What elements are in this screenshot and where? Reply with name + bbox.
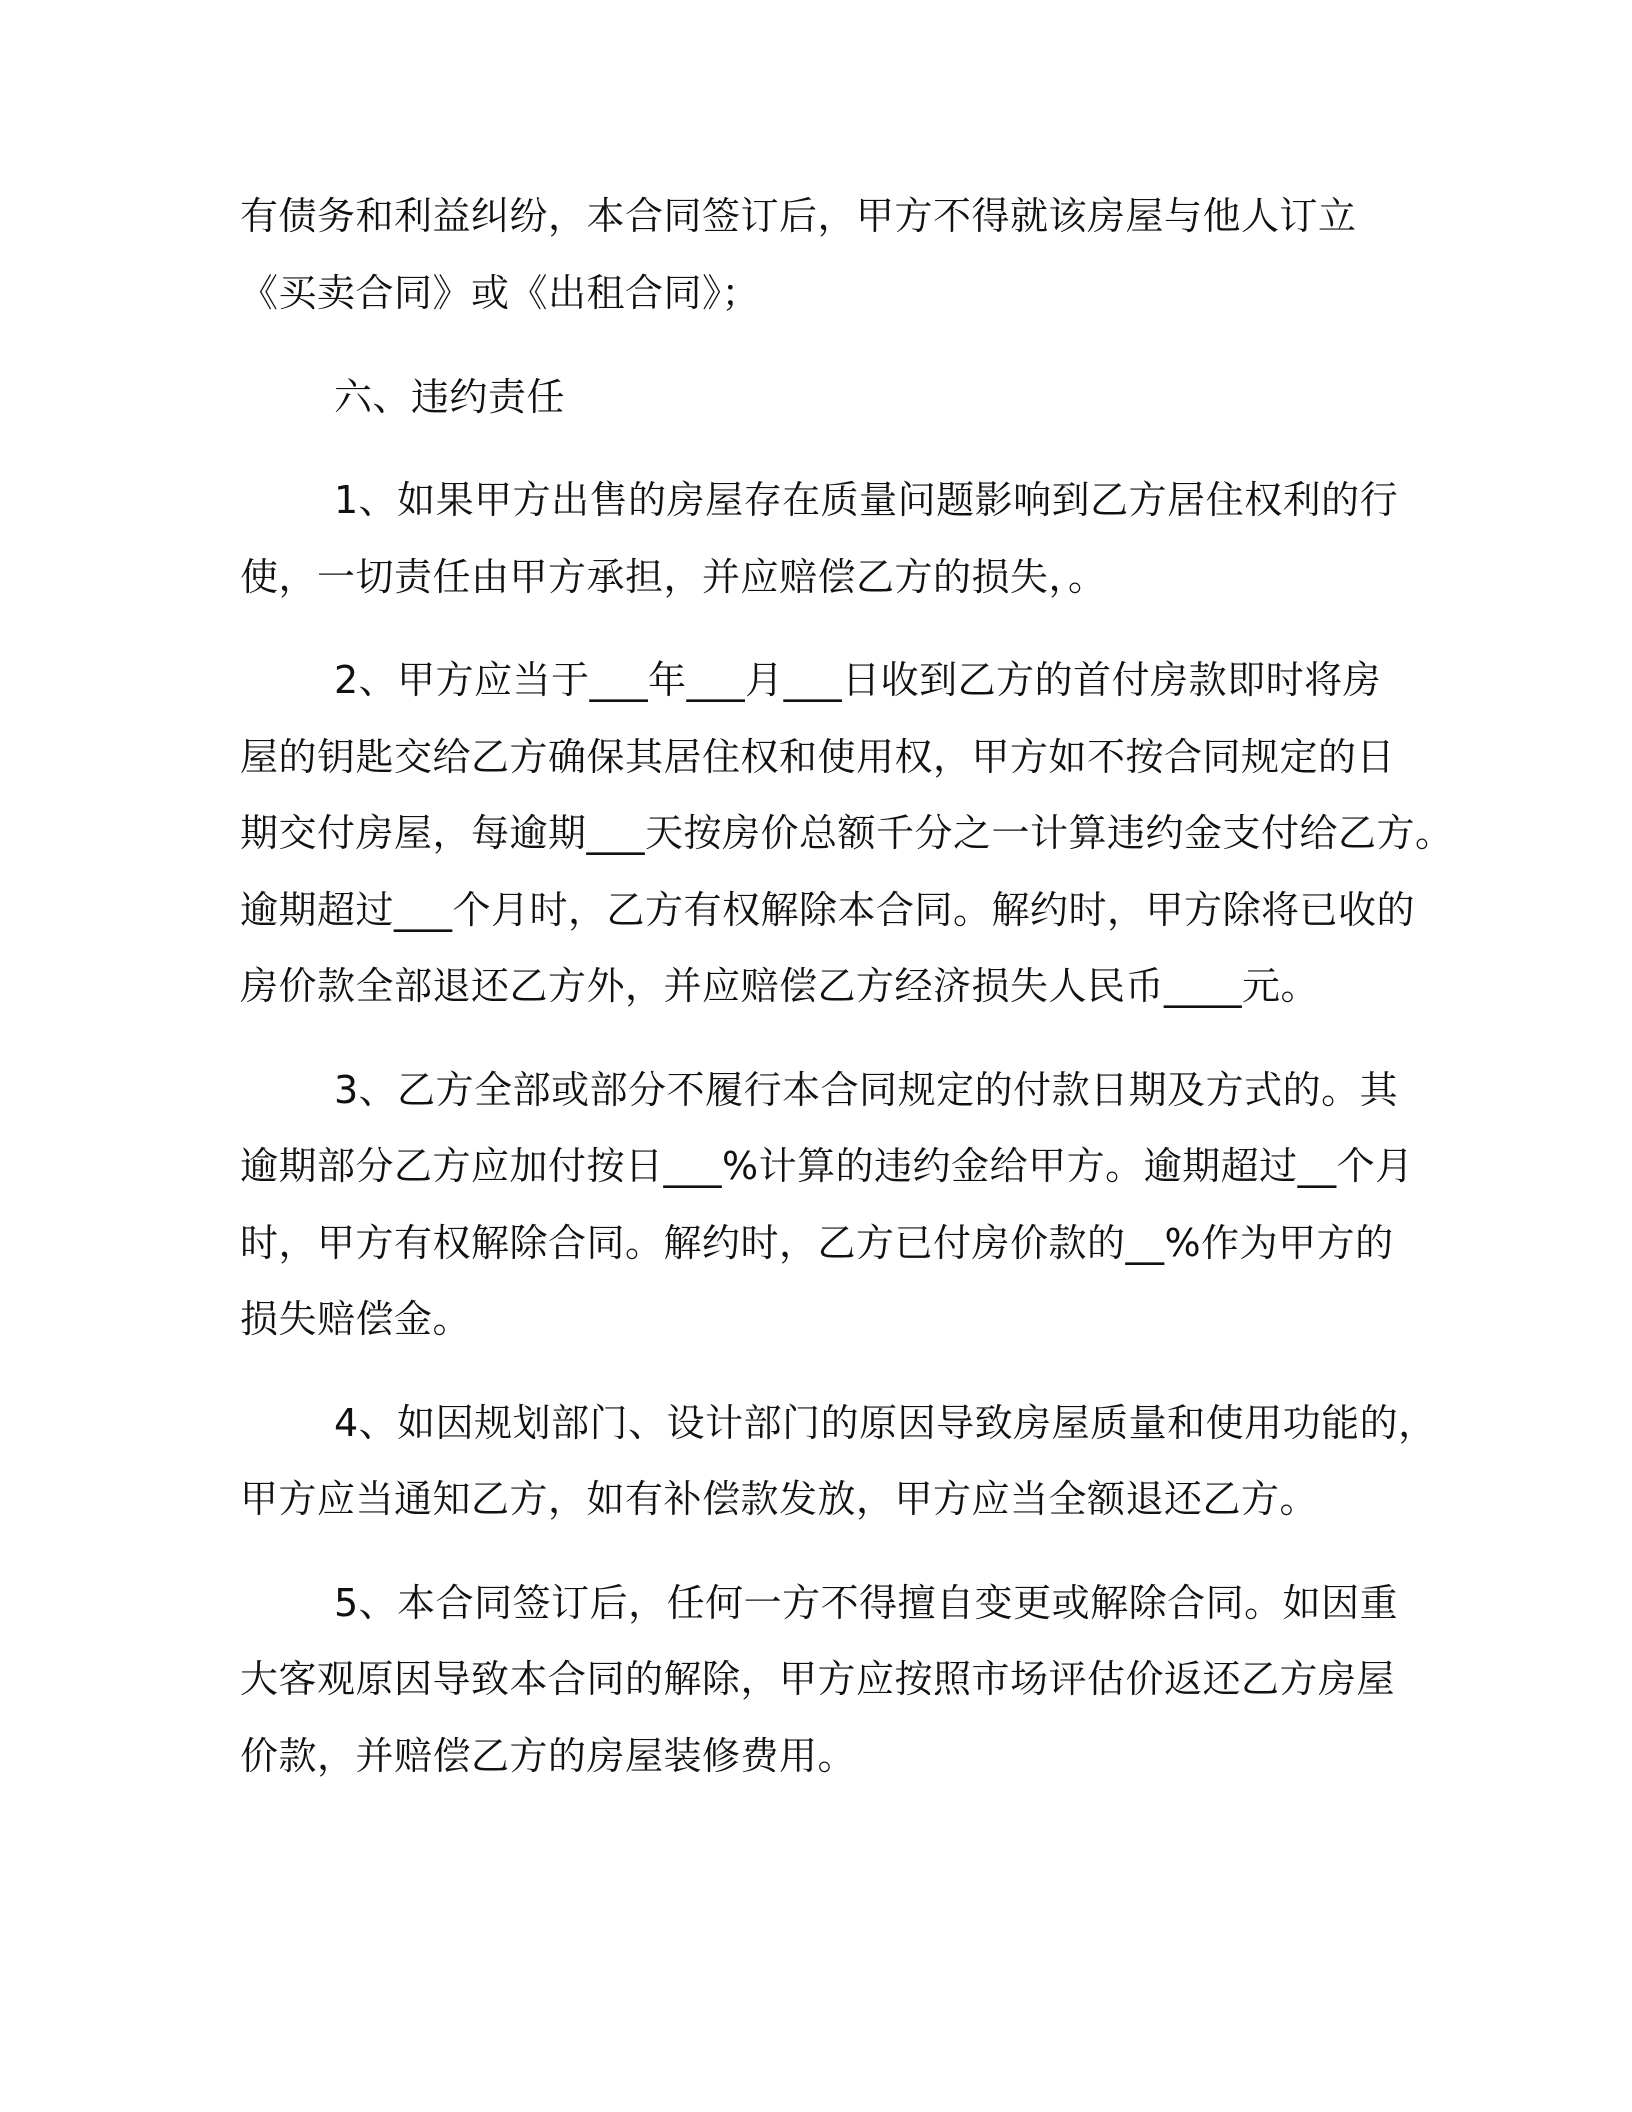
clause-3-line: 3、乙方全部或部分不履行本合同规定的付款日期及方式的。其 [334,1068,1399,1112]
text-line: 有债务和利益纠纷，本合同签订后，甲方不得就该房屋与他人订立 [240,194,1357,238]
clause-2-line: 期交付房屋，每逾期___天按房价总额千分之一计算违约金支付给乙方。 [240,811,1454,855]
clause-5-line: 5、本合同签订后，任何一方不得擅自变更或解除合同。如因重 [334,1581,1399,1625]
clause-3-line: 逾期部分乙方应加付按日___%计算的违约金给甲方。逾期超过__个月 [240,1144,1414,1188]
clause-3-line: 损失赔偿金。 [240,1297,472,1341]
clause-5-line: 价款，并赔偿乙方的房屋装修费用。 [240,1734,857,1778]
clause-1-line: 1、如果甲方出售的房屋存在质量问题影响到乙方居住权利的行 [334,478,1399,522]
clause-2-line: 逾期超过___个月时，乙方有权解除本合同。解约时，甲方除将已收的 [240,888,1416,932]
clause-1-line: 使，一切责任由甲方承担，并应赔偿乙方的损失，。 [240,555,1107,599]
clause-4-line: 4、如因规划部门、设计部门的原因导致房屋质量和使用功能的， [334,1401,1437,1445]
text-line: 《买卖合同》或《出租合同》； [240,271,761,315]
clause-3-line: 时，甲方有权解除合同。解约时，乙方已付房价款的__%作为甲方的 [240,1221,1394,1265]
clause-2-line: 屋的钥匙交给乙方确保其居住权和使用权，甲方如不按合同规定的日 [240,735,1396,779]
clause-4-line: 甲方应当通知乙方，如有补偿款发放，甲方应当全额退还乙方。 [240,1477,1319,1521]
clause-2-line: 2、甲方应当于___年___月___日收到乙方的首付房款即时将房 [334,658,1382,702]
clause-2-line: 房价款全部退还乙方外，并应赔偿乙方经济损失人民币____元。 [240,964,1320,1008]
clause-5-line: 大客观原因导致本合同的解除，甲方应按照市场评估价返还乙方房屋 [240,1657,1396,1701]
section-heading: 六、违约责任 [334,375,566,419]
